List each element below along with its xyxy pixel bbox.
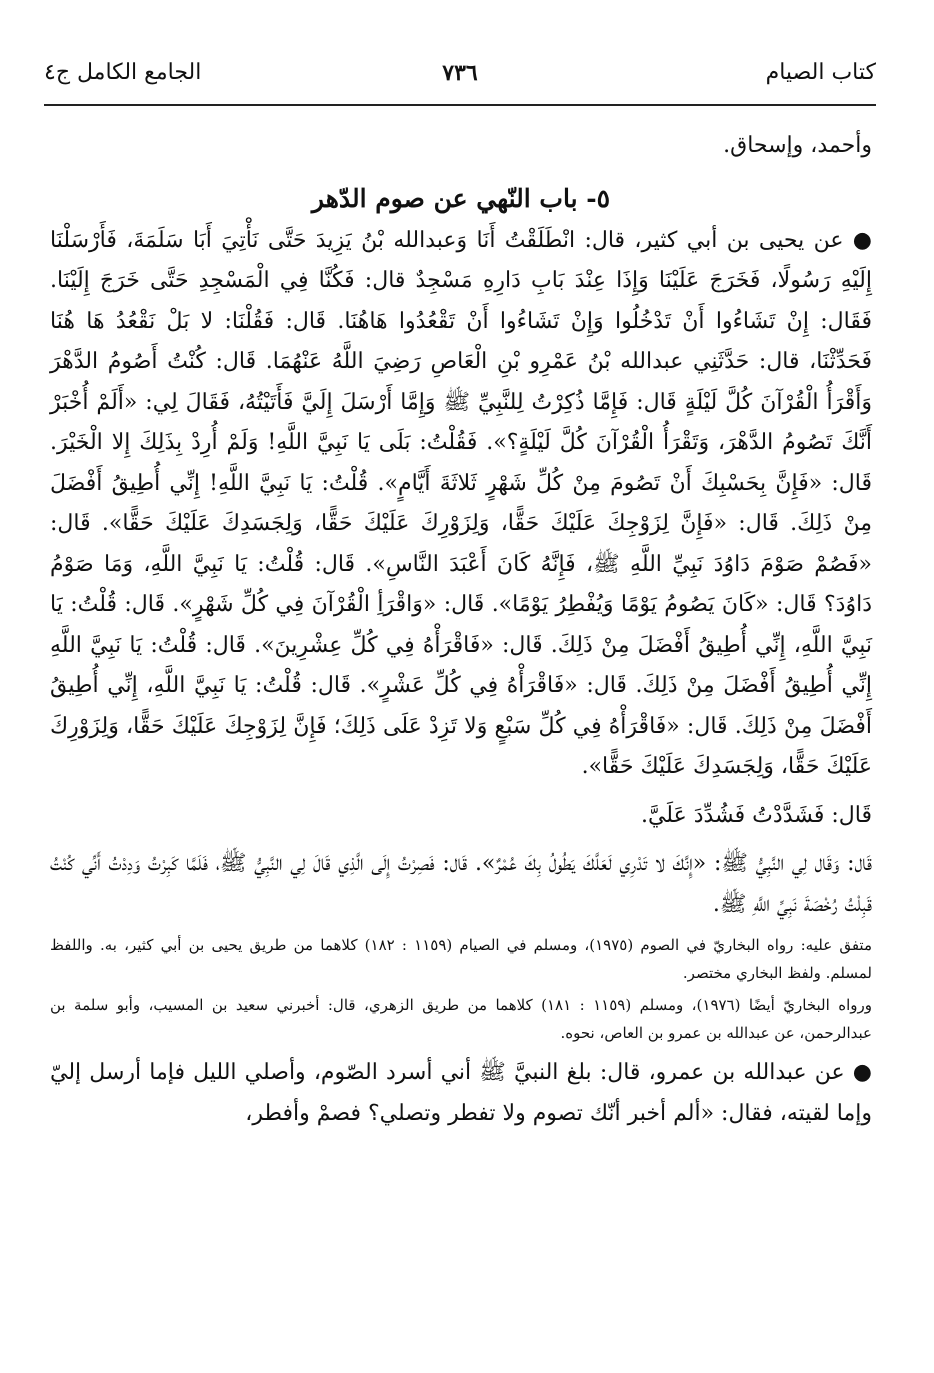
chapter-title: ٥- باب النّهي عن صوم الدّهر bbox=[311, 183, 611, 213]
header-rule bbox=[44, 104, 876, 106]
previous-text-tail: وأحمد، وإسحاق. bbox=[723, 133, 872, 158]
hadith-continuation-2: قَال: وَقَال لِي النَّبِيُّ ﷺ: «إِنَّكَ لا تَدْرِي لَعَلَّكَ يَطُولُ بِكَ عُمْرٌ». قَال: فَصِرْتُ إِلَى الَّذِي قَالَ لِي النَّبِيُّ ﷺ، فَلَمَّا كَبِرْتُ وَدِدْتُ أَنِّي كُنْتُ قَبِلْتُ رُخْصَةَ نَبِيِّ اللَّهِ ﷺ. bbox=[50, 851, 872, 917]
takhrij-note-1: متفق عليه: رواه البخاريّ في الصوم (١٩٧٥)، ومسلم في الصيام (١١٥٩ : ١٨٢) كلاهما من طريق يحيى بن أبي كثير، به. واللفظ لمسلم. ولفظ البخاري مختصر. bbox=[50, 936, 872, 982]
hadith-main-text: ● عن يحيى بن أبي كثير، قال: انْطَلَقْتُ أَنَا وَعبدالله بْنُ يَزِيدَ حَتَّى نَأْتِيَ أَبَا سَلَمَةَ، فَأَرْسَلْنَا إِلَيْهِ رَسُولًا، فَخَرَجَ عَلَيْنَا وَإِذَا عِنْدَ بَابِ دَارِهِ مَسْجِدٌ قال: فَكُنَّا فِي الْمَسْجِدِ حَتَّى خَرَجَ إِلَيْنَا. فَقَال: إِنْ تَشَاءُوا أَنْ تَدْخُلُوا وَإِنْ تَشَاءُوا أَنْ تَقْعُدُوا هَاهُنَا. قَال: فَقُلْنَا: لا بَلْ نَقْعُدُ هَا هُنَا فَحَدِّثْنَا، قال: حَدَّثَنِي عبدالله بْنُ عَمْرِو بْنِ الْعَاصِ رَضِيَ اللَّهُ عَنْهُمَا. قَال: كُنْتُ أَصُومُ الدَّهْرَ وَأَقْرَأُ الْقُرْآنَ كُلَّ لَيْلَةٍ قَال: فَإِمَّا ذُكِرْتُ لِلنَّبِيِّ ﷺ وَإِمَّا أَرْسَلَ إِلَيَّ فَأَتَيْتُهُ، فَقَالَ لِي: «أَلَمْ أُخْبَرْ أَنَّكَ تَصُومُ الدَّهْرَ، وَتَقْرَأُ الْقُرْآنَ كُلَّ لَيْلَةٍ؟». فَقُلْتُ: بَلَى يَا نَبِيَّ اللَّهِ! وَلَمْ أُرِدْ بِذَلِكَ إِلا الْخَيْرَ. قَال: «فَإِنَّ بِحَسْبِكَ أَنْ تَصُومَ مِنْ كُلِّ شَهْرٍ ثَلاثَةَ أَيَّامٍ». قُلْتُ: يَا نَبِيَّ اللَّهِ! إِنِّي أُطِيقُ أَفْضَلَ مِنْ ذَلِكَ. قَال: «فَإِنَّ لِزَوْجِكَ عَلَيْكَ حَقًّا، وَلِزَوْرِكَ عَلَيْكَ حَقًّا، وَلِجَسَدِكَ عَلَيْكَ حَقًّا». قَال: «فَصُمْ صَوْمَ دَاوُدَ نَبِيِّ اللَّهِ ﷺ، فَإِنَّهُ كَانَ أَعْبَدَ النَّاسِ». قَال: قُلْتُ: يَا نَبِيَّ اللَّهِ، وَمَا صَوْمُ دَاوُدَ؟ قَال: «كَانَ يَصُومُ يَوْمًا وَيُفْطِرُ يَوْمًا». قَال: «وَاقْرَأِ الْقُرْآنَ فِي كُلِّ شَهْرٍ». قَال: قُلْتُ: يَا نَبِيَّ اللَّهِ، إِنِّي أُطِيقُ أَفْضَلَ مِنْ ذَلِكَ. قَال: «فَاقْرَأْهُ فِي كُلِّ عِشْرِينَ». قَال: قُلْتُ: يَا نَبِيَّ اللَّهِ إِنِّي أُطِيقُ أَفْضَلَ مِنْ ذَلِكَ. قَال: «فَاقْرَأْهُ فِي كُلِّ عَشْرٍ». قَال: قُلْتُ: يَا نَبِيَّ اللَّهِ، إِنِّي أُطِيقُ أَفْضَلَ مِنْ ذَلِكَ. قَال: «فَاقْرَأْهُ فِي كُلِّ سَبْعٍ وَلا تَزِدْ عَلَى ذَلِكَ؛ فَإِنَّ لِزَوْجِكَ عَلَيْكَ حَقًّا، وَلِزَوْرِكَ عَلَيْكَ حَقًّا، وَلِجَسَدِكَ عَلَيْكَ حَقًّا». bbox=[50, 227, 872, 779]
takhrij-note-2: ورواه البخاريّ أيضًا (١٩٧٦)، ومسلم (١١٥٩ : ١٨١) كلاهما من طريق الزهري، قال: أخبرني سعيد بن المسيب، وأبو سلمة بن عبدالرحمن، عن عبدالله بن عمرو بن العاص، نحوه. bbox=[50, 996, 872, 1042]
page-number: ٧٣٦ bbox=[442, 60, 478, 86]
running-header-section: كتاب الصيام bbox=[765, 60, 876, 85]
running-header-book-title: الجامع الكامل ج٤ bbox=[44, 60, 202, 85]
next-hadith-text: ● عن عبدالله بن عمرو، قال: بلغ النبيَّ ﷺ أني أسرد الصّوم، وأصلي الليل فإما أرسل إليّ وإما لقيته، فقال: «ألم أخبر أنّك تصوم ولا تفطر وتصلي؟ فصمْ وأفطر، bbox=[50, 1060, 872, 1126]
page-header bbox=[44, 58, 876, 108]
page-body bbox=[50, 120, 872, 1134]
hadith-continuation-1: قَال: فَشَدَّدْتُ فَشُدِّدَ عَلَيَّ. bbox=[640, 802, 872, 828]
